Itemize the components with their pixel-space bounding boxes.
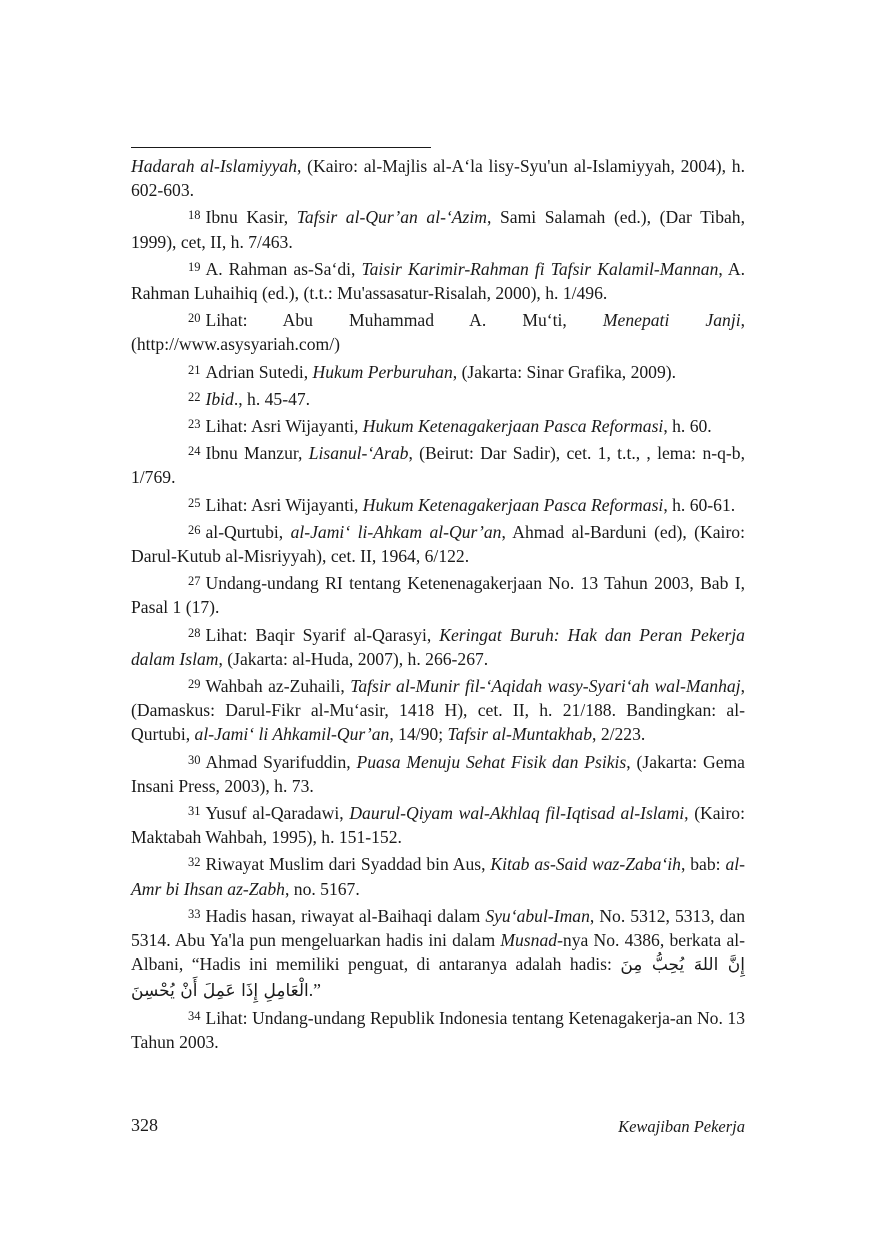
- footnote-text: A. Rahman as-Sa‘di,: [205, 258, 362, 279]
- footnote: [131, 904, 745, 1003]
- footnote: [131, 571, 745, 619]
- footnote-text: Wahbah az-Zuhaili,: [205, 676, 351, 697]
- footnote-separator-rule: [131, 147, 431, 148]
- page-footer: [131, 1115, 745, 1141]
- italic-title: Musnad: [500, 930, 558, 951]
- footnote-text: , (http://www.asysyariah.com/): [131, 310, 745, 355]
- italic-title: al-Jami‘ li Ahkamil-Qur’an: [194, 724, 390, 745]
- footnote-text: Ibnu Kasir,: [205, 207, 297, 228]
- footnote-text: , (Beirut: Dar Sadir), cet. 1, t.t., , lema: n-q-b, 1/769.: [131, 443, 745, 488]
- footnote-text: , (Kairo: Maktabah Wahbah, 1995), h. 151-152.: [131, 803, 745, 848]
- footnote: [131, 441, 745, 489]
- footnote-text: Lihat: Undang-undang Republik Indonesia tentang Ketenagakerja-an No. 13 Tahun 2003.: [131, 1007, 745, 1052]
- footnote-number: 22: [188, 389, 201, 404]
- italic-title: al-Amr bi Ihsan az-Zabh: [131, 854, 745, 899]
- footnote-text: , no. 5167.: [284, 878, 360, 899]
- footnote-number: 23: [188, 417, 201, 432]
- footnote-number: 28: [188, 625, 201, 640]
- footnote: [131, 154, 745, 202]
- footnote-text: Yusuf al-Qaradawi,: [205, 803, 350, 824]
- footnote-text: , (Jakarta: Sinar Grafika, 2009).: [452, 361, 677, 382]
- footnote-number: 18: [188, 208, 201, 223]
- footnote-text: , h. 60-61.: [663, 494, 736, 515]
- footnote: [131, 801, 745, 849]
- italic-title: Keringat Buruh: Hak dan Peran Pekerja dalam Islam: [131, 624, 745, 669]
- italic-title: Kitab as-Said waz-Zaba‘ih: [490, 854, 681, 875]
- footnote-number: 31: [188, 804, 201, 819]
- footnote-text: Lihat: Asri Wijayanti,: [205, 416, 363, 437]
- footnote-text: , 2/223.: [592, 724, 646, 745]
- footnote-text: , (Kairo: al-Majlis al-A‘la lisy-Syu'un al-Islamiyyah, 2004), h. 602-603.: [131, 156, 745, 201]
- italic-title: Tafsir al-Muntakhab: [447, 724, 593, 745]
- italic-title: Ibid: [205, 388, 234, 409]
- footnote-text: Adrian Sutedi,: [205, 361, 313, 382]
- footnote: [131, 520, 745, 568]
- footnote: [131, 674, 745, 747]
- footnote: [131, 308, 745, 356]
- running-head: Kewajiban Pekerja: [618, 1117, 745, 1136]
- italic-title: Puasa Menuju Sehat Fisik dan Psikis: [356, 751, 627, 772]
- italic-title: Syu‘abul-Iman: [485, 905, 590, 926]
- footnote: [131, 493, 745, 517]
- footnote-text: , (Damaskus: Darul-Fikr al-Mu‘asir, 1418 H), cet. II, h. 21/188. Bandingkan: al-Qurtubi,: [131, 676, 745, 745]
- footnote-text: Ahmad Syarifuddin,: [205, 751, 357, 772]
- footnote-text: .”: [308, 979, 321, 1000]
- footnote-text: Ibnu Manzur,: [205, 443, 309, 464]
- footnote-number: 24: [188, 444, 201, 459]
- footnote-text: , Sami Salamah (ed.), (Dar Tibah, 1999), cet, II, h. 7/463.: [131, 207, 745, 252]
- italic-title: Hukum Perburuhan: [312, 361, 453, 382]
- italic-title: Menepati Janji: [602, 310, 741, 331]
- footnote-number: 19: [188, 259, 201, 274]
- footnote-number: 26: [188, 522, 201, 537]
- footnote-text: , 14/90;: [389, 724, 448, 745]
- italic-title: Lisanul-‘Arab: [308, 443, 409, 464]
- footnote-text: Lihat: Abu Muhammad A. Mu‘ti,: [205, 310, 603, 331]
- footnote-text: , A. Rahman Luhaihiq (ed.), (t.t.: Mu'assasatur-Risalah, 2000), h. 1/496.: [131, 258, 745, 304]
- footnote: [131, 623, 745, 671]
- footnotes-section: [131, 154, 745, 1057]
- footnote-text: -nya No. 4386, berkata al-Albani, “Hadis ini memiliki penguat, di antaranya adalah hadis:: [131, 930, 745, 975]
- italic-title: Hukum Ketenagakerjaan Pasca Reformasi: [362, 494, 664, 515]
- italic-title: Tafsir al-Qur’an al-‘Azim: [296, 207, 487, 228]
- footnote: [131, 360, 745, 384]
- footnote-text: , No. 5312, 5313, dan 5314. Abu Ya'la pun mengeluarkan hadis ini dalam: [131, 905, 745, 951]
- footnote-text: , Ahmad al-Barduni (ed), (Kairo: Darul-Kutub al-Misriyyah), cet. II, 1964, 6/122.: [131, 521, 745, 567]
- footnote-text: Riwayat Muslim dari Syaddad bin Aus,: [205, 854, 491, 875]
- footnote-number: 30: [188, 752, 201, 767]
- footnote-number: 33: [188, 906, 201, 921]
- footnote-text: Undang-undang RI tentang Ketenenagakerjaan No. 13 Tahun 2003, Bab I, Pasal 1 (17).: [131, 573, 745, 618]
- italic-title: Hukum Ketenagakerjaan Pasca Reformasi: [362, 416, 664, 437]
- footnote-number: 20: [188, 311, 201, 326]
- footnote-text: Hadis hasan, riwayat al-Baihaqi dalam: [205, 905, 486, 926]
- footnote-number: 21: [188, 362, 201, 377]
- footnote-text: ., h. 45-47.: [233, 388, 311, 409]
- footnote: [131, 852, 745, 900]
- footnote-text: , bab:: [680, 854, 726, 875]
- page-number: 328: [131, 1115, 158, 1135]
- footnote-text: , (Jakarta: al-Huda, 2007), h. 266-267.: [218, 648, 489, 669]
- footnote: [131, 1006, 745, 1054]
- footnote-number: 34: [188, 1008, 201, 1023]
- footnote-number: 29: [188, 677, 201, 692]
- footnote: [131, 257, 745, 305]
- footnote: [131, 750, 745, 798]
- italic-title: Taisir Karimir-Rahman fi Tafsir Kalamil-Mannan: [361, 258, 719, 279]
- footnote-number: 27: [188, 574, 201, 589]
- footnote-text: , (Jakarta: Gema Insani Press, 2003), h. 73.: [131, 751, 745, 796]
- footnote: [131, 387, 745, 411]
- footnote-number: 25: [188, 495, 201, 510]
- footnote: [131, 414, 745, 438]
- footnote: [131, 205, 745, 253]
- footnote-text: Lihat: Baqir Syarif al-Qarasyi,: [205, 624, 440, 645]
- italic-title: Daurul-Qiyam wal-Akhlaq fil-Iqtisad al-Islami: [349, 803, 685, 824]
- italic-title: Hadarah al-Islamiyyah: [131, 156, 298, 176]
- footnote-text: Lihat: Asri Wijayanti,: [205, 494, 363, 515]
- italic-title: al-Jami‘ li-Ahkam al-Qur’an: [290, 521, 502, 542]
- footnote-number: 32: [188, 855, 201, 870]
- footnote-text: al-Qurtubi,: [205, 521, 291, 542]
- arabic-quote: إِنَّ اللهَ يُحِبُّ مِنَ الْعَامِلِ إِذَا عَمِلَ أَنْ يُحْسِنَ: [131, 955, 745, 1001]
- italic-title: Tafsir al-Munir fil-‘Aqidah wasy-Syari‘ah wal-Manhaj: [350, 676, 741, 697]
- footnote-text: , h. 60.: [663, 416, 712, 437]
